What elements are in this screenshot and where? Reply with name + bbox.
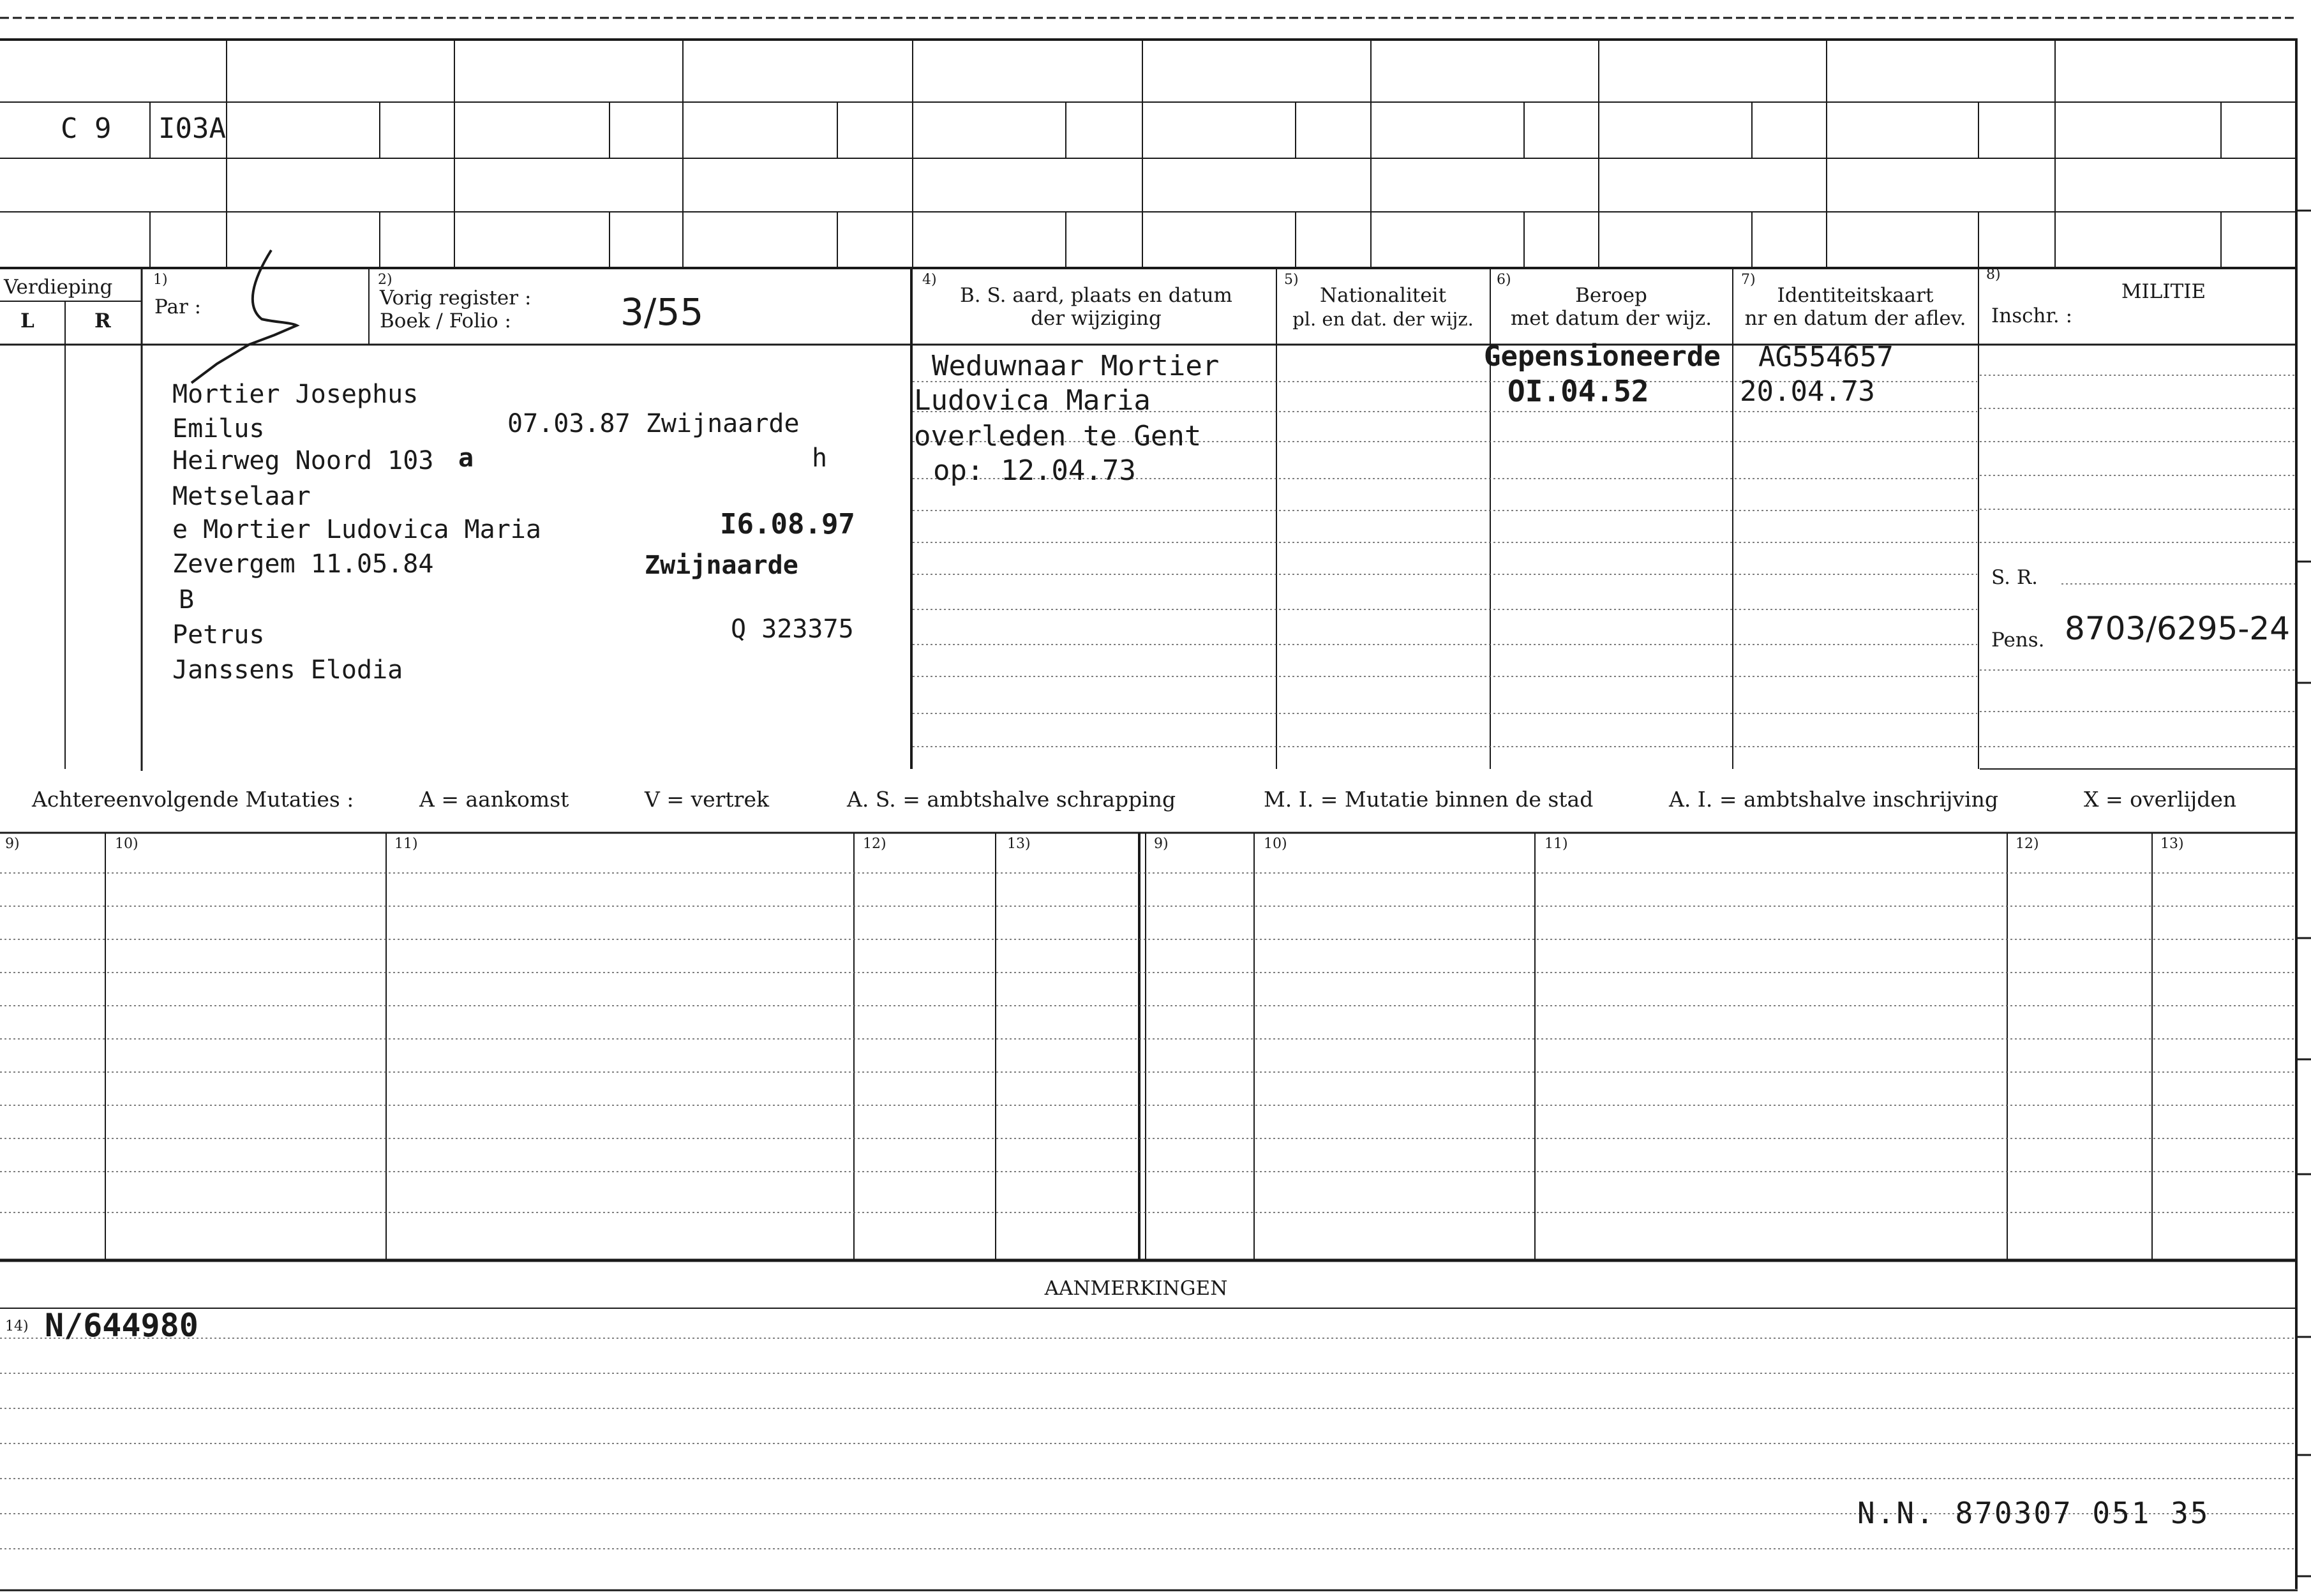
address-suffix: a [458, 444, 474, 473]
code-value: C 9 [61, 112, 112, 145]
pens-value: 8703/6295-24 [2065, 610, 2291, 647]
sr-label: S. R. [1991, 566, 2038, 589]
person-occupation: Metselaar [172, 482, 311, 511]
verdieping-label: Verdieping [4, 276, 113, 299]
verdieping-r: R [94, 310, 111, 332]
mutation-col-9b: 9) [1154, 836, 1169, 852]
number-value: I03A [158, 112, 226, 145]
person-address: Heirweg Noord 103 [172, 446, 434, 475]
bs-label-2: der wijziging [1031, 307, 1162, 330]
nationaliteit-label-2: pl. en dat. der wijz. [1292, 308, 1474, 330]
bs-entry-4: op: 12.04.73 [933, 454, 1136, 487]
field-number-6: 6) [1497, 272, 1511, 288]
mutation-col-10: 10) [115, 836, 138, 852]
field-number-7: 7) [1741, 272, 1756, 288]
field-number-14: 14) [5, 1318, 29, 1334]
spouse-place: Zwijnaarde [645, 551, 798, 580]
legend-mi: M. I. = Mutatie binnen de stad [1264, 787, 1594, 812]
father-name: Petrus [172, 620, 265, 650]
mutation-col-12b: 12) [2016, 836, 2039, 852]
h-mark: h [812, 444, 828, 473]
beroep-label-2: met datum der wijz. [1510, 307, 1712, 330]
mutation-col-13b: 13) [2160, 836, 2184, 852]
q-number: Q 323375 [731, 615, 854, 644]
field-number-4: 4) [922, 272, 937, 288]
mutations-title: Achtereenvolgende Mutaties : [32, 787, 354, 812]
mutation-col-9: 9) [5, 836, 20, 852]
bs-entry-3: overleden te Gent [914, 420, 1202, 452]
person-name: Mortier Josephus [172, 380, 419, 409]
id-number: AG554657 [1758, 341, 1894, 373]
legend-x: X = overlijden [2084, 787, 2237, 812]
field-number-1: 1) [153, 272, 168, 288]
remarks-title: AANMERKINGEN [1044, 1277, 1228, 1300]
field-number-2: 2) [378, 272, 393, 288]
bs-entry-2: Ludovica Maria [914, 384, 1151, 417]
id-date: 20.04.73 [1740, 375, 1875, 408]
bs-entry-1: Weduwnaar Mortier [932, 350, 1220, 382]
spouse-name: e Mortier Ludovica Maria [172, 515, 541, 544]
mutation-col-11: 11) [394, 836, 418, 852]
inschr-label: Inschr. : [1991, 304, 2073, 327]
nationaliteit-label-1: Nationaliteit [1319, 284, 1447, 307]
beroep-value: Gepensioneerde [1484, 340, 1721, 373]
militie-label: MILITIE [2121, 280, 2206, 303]
par-label: Par : [154, 295, 202, 318]
spouse-origin: Zevergem 11.05.84 [172, 549, 434, 579]
legend-a: A = aankomst [419, 787, 569, 812]
person-firstname: Emilus [172, 414, 265, 444]
spouse-birth: I6.08.97 [720, 508, 855, 541]
mutation-col-11b: 11) [1544, 836, 1568, 852]
vorig-register-label: Vorig register : [380, 287, 532, 310]
boek-folio-value: 3/55 [620, 290, 704, 334]
id-label-1: Identiteitskaart [1777, 284, 1934, 307]
boek-folio-label: Boek / Folio : [380, 310, 511, 332]
remarks-value: N/644980 [45, 1307, 198, 1344]
field-number-5: 5) [1284, 272, 1299, 288]
mother-name: Janssens Elodia [172, 655, 403, 685]
legend-as: A. S. = ambtshalve schrapping [847, 787, 1176, 812]
person-b: B [179, 585, 195, 615]
verdieping-l: L [20, 310, 34, 332]
mutation-col-10b: 10) [1264, 836, 1287, 852]
mutation-col-13: 13) [1007, 836, 1031, 852]
signature-mark [191, 250, 297, 383]
bs-label-1: B. S. aard, plaats en datum [960, 284, 1232, 307]
id-label-2: nr en datum der aflev. [1744, 307, 1966, 330]
field-number-8: 8) [1986, 267, 2001, 283]
national-number: N.N. 870307 051 35 [1857, 1496, 2210, 1530]
beroep-date: OI.04.52 [1507, 374, 1649, 408]
legend-v: V = vertrek [645, 787, 769, 812]
pens-label: Pens. [1991, 629, 2045, 652]
mutation-col-12: 12) [863, 836, 886, 852]
beroep-label-1: Beroep [1575, 284, 1647, 307]
person-birth: 07.03.87 Zwijnaarde [507, 409, 800, 438]
legend-ai: A. I. = ambtshalve inschrijving [1669, 787, 1999, 812]
